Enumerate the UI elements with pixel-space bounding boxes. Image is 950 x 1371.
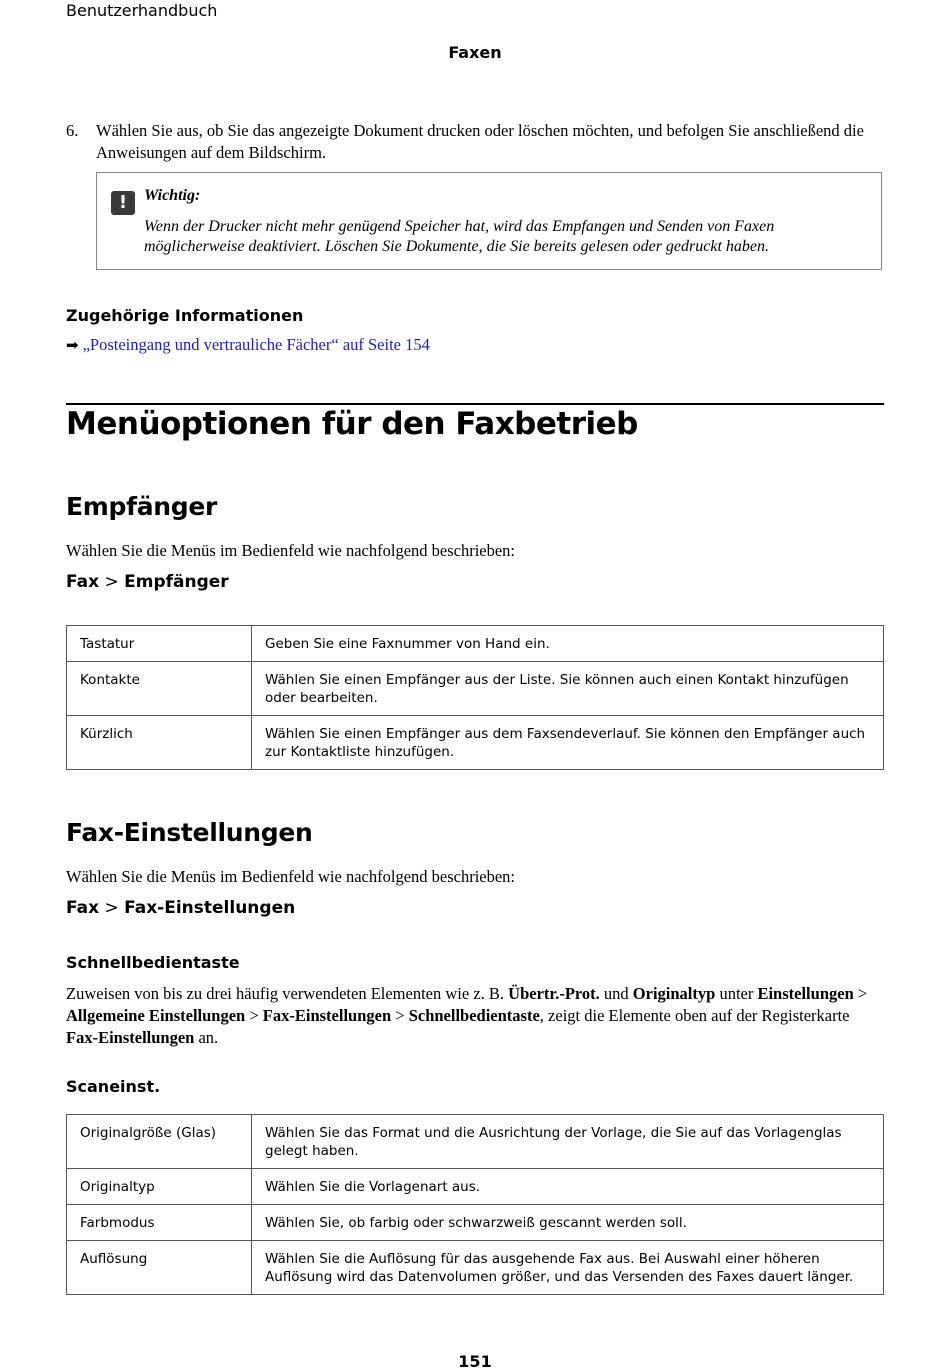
quick-button-description xyxy=(66,983,884,1049)
term-general-settings: Allgemeine Einstellungen xyxy=(66,1006,246,1025)
option-description: Wählen Sie einen Empfänger aus der Liste. Sie können auch einen Kontakt hinzufügen oder bearbeiten. xyxy=(252,662,884,716)
important-notice xyxy=(96,172,882,270)
table-row xyxy=(67,1115,884,1169)
table-row xyxy=(67,1205,884,1241)
text-run: Zuweisen von bis zu drei häufig verwendeten Elementen wie z. B. xyxy=(66,984,509,1003)
term-fax-settings: Fax-Einstellungen xyxy=(262,1006,392,1025)
recipient-table xyxy=(66,625,884,770)
table-row xyxy=(67,1169,884,1205)
scan-settings-heading: Scaneinst. xyxy=(66,1077,161,1096)
table-row xyxy=(67,1241,884,1295)
scan-settings-table xyxy=(66,1114,884,1295)
term-settings: Einstellungen xyxy=(757,984,854,1003)
option-description: Wählen Sie das Format und die Ausrichtung der Vorlage, die Sie auf das Vorlagenglas gelegt haben. xyxy=(252,1115,884,1169)
fax-settings-menu-path xyxy=(66,898,295,918)
option-label: Auflösung xyxy=(67,1241,252,1295)
menu-path-fax-settings: Fax-Einstellungen xyxy=(124,898,296,918)
table-row xyxy=(67,662,884,716)
step-text: Wählen Sie aus, ob Sie das angezeigte Dokument drucken oder löschen möchten, und befolgen Sie anschließend die Anweisungen auf dem Bildschirm. xyxy=(96,121,864,162)
running-head: Benutzerhandbuch xyxy=(66,1,218,20)
term-fax-settings-tab: Fax-Einstellungen xyxy=(66,1028,195,1047)
text-run: > xyxy=(853,984,868,1003)
menu-path-recipient: Empfänger xyxy=(124,572,229,592)
option-description: Wählen Sie die Auflösung für das ausgehende Fax aus. Bei Auswahl einer höheren Auflösung wird das Datenvolumen größer, und das Versenden des Faxes dauert länger. xyxy=(252,1241,884,1295)
exclamation-icon: ! xyxy=(111,191,135,215)
page-number: 151 xyxy=(458,1352,492,1371)
menu-path-fax: Fax xyxy=(66,572,100,592)
menu-path-separator: > xyxy=(104,898,119,918)
text-run: unter xyxy=(715,984,758,1003)
chapter-title: Menüoptionen für den Faxbetrieb xyxy=(66,406,638,442)
text-run: > xyxy=(245,1006,263,1025)
text-run: , zeigt die Elemente oben auf der Registerkarte xyxy=(539,1006,850,1025)
section-title: Faxen xyxy=(448,43,502,62)
related-info-heading: Zugehörige Informationen xyxy=(66,306,304,325)
menu-path-fax: Fax xyxy=(66,898,100,918)
section-heading-recipient: Empfänger xyxy=(66,492,218,521)
notice-text: Wenn der Drucker nicht mehr genügend Speicher hat, wird das Empfangen und Senden von Faxen möglicherweise deaktiviert. Löschen Sie Dokumente, die Sie bereits gelesen oder gedruckt haben. xyxy=(144,218,775,255)
option-description: Wählen Sie einen Empfänger aus dem Faxsendeverlauf. Sie können den Empfänger auch zur Kontaktliste hinzufügen. xyxy=(252,716,884,770)
text-run: > xyxy=(391,1006,409,1025)
table-row xyxy=(67,716,884,770)
fax-settings-intro: Wählen Sie die Menüs im Bedienfeld wie nachfolgend beschrieben: xyxy=(66,867,516,886)
option-label: Tastatur xyxy=(67,626,252,662)
option-label: Originalgröße (Glas) xyxy=(67,1115,252,1169)
option-label: Originaltyp xyxy=(67,1169,252,1205)
text-run: und xyxy=(599,984,633,1003)
option-label: Farbmodus xyxy=(67,1205,252,1241)
menu-path-separator: > xyxy=(104,572,119,592)
arrow-right-icon: ➡ xyxy=(66,336,79,354)
related-link[interactable]: „Posteingang und vertrauliche Fächer“ auf Seite 154 xyxy=(82,335,430,354)
term-quick-button: Schnellbedientaste xyxy=(408,1006,540,1025)
option-description: Wählen Sie die Vorlagenart aus. xyxy=(252,1169,884,1205)
term-original-type: Originaltyp xyxy=(632,984,716,1003)
chapter-rule xyxy=(66,403,884,405)
recipient-intro: Wählen Sie die Menüs im Bedienfeld wie nachfolgend beschrieben: xyxy=(66,541,516,560)
term-transmission-report: Übertr.-Prot. xyxy=(508,984,600,1003)
section-heading-fax-settings: Fax-Einstellungen xyxy=(66,818,313,847)
quick-button-heading: Schnellbedientaste xyxy=(66,953,240,972)
option-description: Wählen Sie, ob farbig oder schwarzweiß gescannt werden soll. xyxy=(252,1205,884,1241)
option-label: Kürzlich xyxy=(67,716,252,770)
option-description: Geben Sie eine Faxnummer von Hand ein. xyxy=(252,626,884,662)
recipient-menu-path xyxy=(66,572,229,592)
table-row xyxy=(67,626,884,662)
step-number: 6. xyxy=(66,121,79,140)
notice-title: Wichtig: xyxy=(144,187,201,204)
step-item xyxy=(66,120,866,164)
related-link-row xyxy=(66,335,430,355)
text-run: an. xyxy=(194,1028,219,1047)
option-label: Kontakte xyxy=(67,662,252,716)
